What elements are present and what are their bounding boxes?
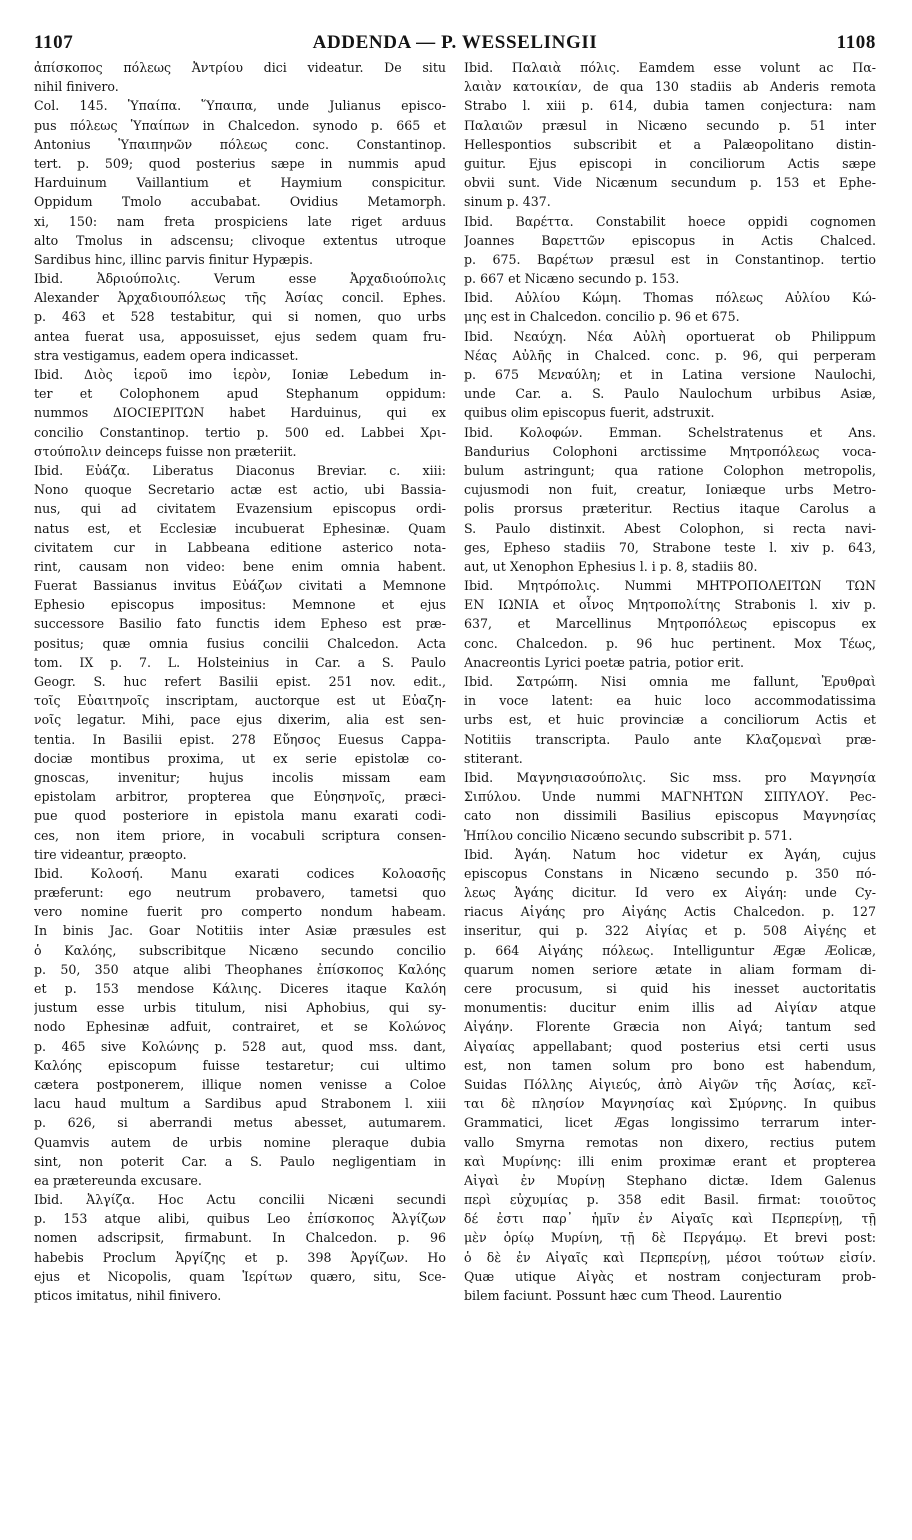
text-line: pue quod posteriore in epistola manu exarati codi- <box>34 808 446 824</box>
text-line: ea prætereunda excusare. <box>34 1172 202 1188</box>
text-line: stiterant. <box>464 750 523 766</box>
text-line: Αἰγαίας appellabant; quod posterius etsi certi usus <box>464 1038 876 1054</box>
text-line: καὶ Μυρίνης: illi enim proximæ erant et propterea <box>464 1153 876 1169</box>
running-header <box>34 32 876 54</box>
text-line: Joannes Βαρεττῶν episcopus in Actis Chalced. <box>464 232 876 248</box>
text-line: Sardibus hinc, illinc parvis finitur Hypæpis. <box>34 251 313 267</box>
text-line: cujusmodi non fuit, creatur, Ioniæque urbs Metro- <box>464 482 876 498</box>
text-line: Geogr. S. huc refert Basilii epist. 251 nov. edit., <box>34 674 446 689</box>
text-line: Αἰγαὶ ἐν Μυρίνῃ Stephano dictæ. Idem Galenus <box>464 1172 876 1188</box>
text-line: Strabo l. xiii p. 614, dubia tamen conjectura: nam <box>464 98 876 114</box>
text-line: Col. 145. Ὑπαίπα. Ὕπαιπα, unde Julianus episco- <box>34 98 446 114</box>
text-line: p. 463 et 528 testabitur, qui si nomen, quo urbs <box>34 309 446 325</box>
text-line: nomen adscripsit, firmabunt. In Chalcedon. p. 96 <box>34 1230 446 1246</box>
text-line: tert. p. 509; quod posterius sæpe in nummis apud <box>34 155 446 171</box>
text-line: quarum nomen seriore ætate in aliam formam di- <box>464 961 876 977</box>
text-line: nodo Ephesinæ adfuit, contrairet, et se Κολώνος <box>34 1019 446 1035</box>
text-line: polis prorsus præteritur. Rectius itaque Carolus a <box>464 501 876 517</box>
text-line: Quamvis autem de urbis nomine pleraque dubia <box>34 1134 446 1150</box>
text-line: μης est in Chalcedon. concilio p. 96 et 675. <box>464 309 740 325</box>
text-line: in voce latent: ea huic loco accommodatissima <box>464 693 876 709</box>
text-line: lacu haud multum a Sardibus apud Strabonem l. xiii <box>34 1096 446 1112</box>
text-line: Ibid. Παλαιὰ πόλις. Eamdem esse volunt ac Πα- <box>464 60 876 75</box>
text-line: τοῖς Εὐαιτηνοῖς inscriptam, auctorque est ut Εὐαζη- <box>34 693 446 709</box>
text-line: nihil finivero. <box>34 79 119 95</box>
text-line: episcopus Constans in Nicæno secundo p. 350 πό- <box>464 865 876 881</box>
text-line: Παλαιῶν præsul in Nicæno secundo p. 51 inter <box>464 117 876 133</box>
text-line: In binis Jac. Goar Notitiis inter Asiæ præsules est <box>34 923 446 939</box>
text-line: rint, causam non video: bene enim omnia habent. <box>34 558 446 574</box>
text-line: civitatem cur in Labbeana editione asterico nota- <box>34 539 446 555</box>
text-line: Καλόης episcopum fuisse testaretur; cui ultimo <box>34 1057 446 1073</box>
text-line: guitur. Ejus episcopi in conciliorum Actis sæpe <box>464 155 876 171</box>
text-line: ΕΝ ΙΩΝΙΑ et οἶνος Μητροπολίτης Strabonis l. xiv p. <box>464 597 876 613</box>
text-line: pticos imitatus, nihil finivero. <box>34 1288 222 1303</box>
text-line: S. Paulo distinxit. Abest Colophon, si recta navi- <box>464 520 876 536</box>
text-line: Alexander Ἀρχαδιουπόλεως τῆς Ἀσίας concil. Ephes. <box>34 290 446 306</box>
text-line: Ibid. Βαρέττα. Constabilit hoece oppidi cognomen <box>464 213 876 229</box>
text-line: Suidas Πόλλης Αἰγιεύς, ἀπὸ Αἰγῶν τῆς Ἀσίας, κεῖ- <box>464 1076 876 1092</box>
text-line: p. 626, si aberrandi metus abesset, autumarem. <box>34 1115 446 1131</box>
text-line: nummos ΔΙΟCΙΕΡΙΤΩΝ habet Harduinus, qui ex <box>34 405 446 421</box>
text-line: conc. Chalcedon. p. 96 huc pertinent. Mox Τέως, <box>464 635 876 651</box>
text-columns <box>34 58 876 1305</box>
text-line: Anacreontis Lyrici poetæ patria, potior erit. <box>464 654 744 670</box>
text-line: xi, 150: nam freta prospiciens late riget arduus <box>34 213 446 229</box>
text-line: Oppidum Tmolo accubabat. Ovidius Metamorph. <box>34 194 446 210</box>
text-line: λαιὰν κατοικίαν, de qua 130 stadiis ab Anderis remota <box>464 79 876 95</box>
text-line: inseritur, qui p. 322 Αἰγίας et p. 508 Αἰγέης et <box>464 923 876 939</box>
text-line: habebis Proclum Ἀργίζης et p. 398 Ἀργίζων. Ho <box>34 1249 446 1265</box>
text-line: λεως Ἀγάης dicitur. Id vero ex Αἰγάη: unde Cy- <box>464 885 876 901</box>
text-line: περὶ εὐχυμίας p. 358 edit Basil. firmat: τοιοῦτος <box>464 1192 876 1208</box>
text-line: Ibid. Αὐλίου Κώμη. Thomas πόλεως Αὐλίου Κώ- <box>464 290 876 306</box>
text-line: p. 465 sive Κολώνης p. 528 aut, quod mss. dant, <box>34 1038 446 1054</box>
text-line: præferunt: ego neutrum probavero, tametsi quo <box>34 885 446 901</box>
text-line: tentia. In Basilii epist. 278 Εὔησος Euesus Cappa- <box>34 731 446 747</box>
text-line: nus, qui ad civitatem Evazensium episcopus ordi- <box>34 501 446 517</box>
text-line: Antonius Ὑπαιπηνῶν πόλεως conc. Constantinop. <box>34 136 446 152</box>
text-line: vero nomine fuerit pro comperto nondum habeam. <box>34 904 446 920</box>
text-line: vallo Smyrna remotas non dixero, rectius putem <box>464 1134 876 1150</box>
text-line: δέ ἐστι παρ᾽ ἡμῖν ἐν Αἰγαῖς καὶ Περπερίνῃ, τῇ <box>464 1211 876 1227</box>
text-line: stra vestigamus, eadem opera indicasset. <box>34 347 299 363</box>
text-line: ὁ Καλόης, subscribitque Nicæno secundo concilio <box>34 942 446 958</box>
text-line: gnoscas, invenitur; hujus incolis missam eam <box>34 769 446 785</box>
text-line: bilem faciunt. Possunt hæc cum Theod. Laurentio <box>464 1288 782 1303</box>
text-line: cætera postponerem, illique nomen venisse a Coloe <box>34 1076 446 1092</box>
text-line: Ibid. Κολοσή. Manu exarati codices Κολοασῆς <box>34 865 446 881</box>
text-line: Αἰγάην. Florente Græcia non Αἰγά; tantum sed <box>464 1019 876 1035</box>
running-title: ADDENDA — P. WESSELINGII <box>312 32 598 53</box>
text-line: tire videantur, præopto. <box>34 846 187 862</box>
text-line: p. 675. Βαρέτων præsul est in Constantinop. tertio <box>464 251 876 267</box>
text-line: Ibid. Νεαύχη. Νέα Αὐλὴ oportuerat ob Philippum <box>464 328 876 344</box>
text-line: ces, non item priore, in vocabuli scriptura consen- <box>34 827 446 843</box>
text-line: p. 667 et Nicæno secundo p. 153. <box>464 271 680 287</box>
text-line: ejus et Nicopolis, quam Ἱερίτων quæro, situ, Sce- <box>34 1268 446 1284</box>
text-line: urbs est, et huic provinciæ a conciliorum Actis et <box>464 712 876 728</box>
text-line: 637, et Marcellinus Μητροπόλεως episcopus ex <box>464 616 876 632</box>
text-line: Nono quoque Secretario actæ est actio, ubi Bassia- <box>34 482 446 498</box>
text-line: Ἡπίλου concilio Nicæno secundo subscribit p. 571. <box>464 827 793 843</box>
text-line: sinum p. 437. <box>464 194 551 210</box>
text-line: concilio Constantinop. tertio p. 500 ed. Labbei Χρι- <box>34 424 446 440</box>
text-line: μὲν ὁρίῳ Μυρίνη, τῇ δὲ Περγάμῳ. Et brevi post: <box>464 1230 876 1246</box>
text-line: successore Basilio fato functis idem Epheso est præ- <box>34 616 446 632</box>
text-line: obvii sunt. Vide Nicænum secundum p. 153 et Ephe- <box>464 175 876 191</box>
text-line: justum esse urbis titulum, nisi Aphobius, qui sy- <box>34 1000 446 1016</box>
text-line: στούπολιν deinceps fuisse non præteriit. <box>34 443 297 459</box>
text-line: Ibid. Κολοφών. Emman. Schelstratenus et Ans. <box>464 424 876 440</box>
text-line: et p. 153 mendose Κάλιης. Diceres itaque Καλόη <box>34 981 446 996</box>
text-line: Σιπύλου. Unde nummi ΜΑΓΝΗΤΩΝ ΣΙΠΥΛΟΥ. Pec- <box>464 789 876 805</box>
text-line: Harduinum Vaillantium et Haymium conspicitur. <box>34 175 446 191</box>
text-line: Ibid. Ἀγάη. Natum hoc videtur ex Ἀγάη, cujus <box>464 846 876 862</box>
text-line: ἀπίσκοπος πόλεως Ἀντρίου dici videatur. De situ <box>34 60 446 75</box>
text-line: Grammatici, licet Ægas longissimo terrarum inter- <box>464 1115 876 1131</box>
text-line: epistolam arbitror, propterea que Εὐησηνοῖς, præci- <box>34 789 446 805</box>
text-line: riacus Αἰγάης pro Αἰγάης Actis Chalcedon. p. 127 <box>464 904 876 920</box>
text-line: p. 153 atque alibi, quibus Leo ἐπίσκοπος Ἀλγίζων <box>34 1211 446 1227</box>
text-line: tom. IX p. 7. L. Holsteinius in Car. a S. Paulo <box>34 654 446 670</box>
text-line: dociæ montibus proxima, ut ex serie epistolæ co- <box>34 750 446 766</box>
text-line: monumentis: ducitur enim illis ad Αἰγίαν atque <box>464 1000 876 1016</box>
right-page-number: 1108 <box>836 32 876 53</box>
text-line: p. 675 Μεναύλη; et in Latina versione Naulochi, <box>464 367 876 382</box>
text-line: Notitiis transcripta. Paulo ante Κλαζομεναὶ præ- <box>464 731 876 747</box>
text-line: Ibid. Μητρόπολις. Nummi ΜΗΤΡΟΠΟΛΕΙΤΩΝ ΤΩΝ <box>464 578 876 594</box>
left-column <box>34 58 446 1305</box>
text-line: antea fuerat usa, apposuisset, ejus sedem quam fru- <box>34 328 446 344</box>
text-line: ges, Epheso stadiis 70, Strabone teste l. xiv p. 643, <box>464 539 876 555</box>
text-line: p. 664 Αἰγάης πόλεως. Intelliguntur Ægæ Æolicæ, <box>464 942 876 958</box>
text-line: Ibid. Ἀλγίζα. Hoc Actu concilii Nicæni secundi <box>34 1192 446 1208</box>
text-line: natus est, et Ecclesiæ incubuerat Ephesinæ. Quam <box>34 520 446 536</box>
text-line: Ibid. Ἀδριούπολις. Verum esse Ἀρχαδιούπολις <box>34 271 446 287</box>
text-line: ter et Colophonem apud Stephanum oppidum: <box>34 386 446 402</box>
text-line: cato non dissimili Basilius episcopus Μαγνησίας <box>464 808 876 824</box>
text-line: Hellespontios subscribit et a Palæopolitano distin- <box>464 136 876 152</box>
text-line: Ibid. Σατρώπη. Nisi omnia me fallunt, Ἐρυθραὶ <box>464 674 876 689</box>
text-line: Ibid. Εὐάζα. Liberatus Diaconus Breviar. c. xiii: <box>34 462 446 478</box>
text-line: Fuerat Bassianus invitus Εὐάζων civitati a Memnone <box>34 578 446 594</box>
text-line: Ibid. Διὸς ἱεροῦ imo ἱερὸν, Ioniæ Lebedum in- <box>34 367 446 382</box>
text-line: aut, ut Xenophon Ephesius l. i p. 8, stadiis 80. <box>464 558 758 574</box>
left-page-number: 1107 <box>34 32 74 53</box>
text-line: Ibid. Μαγνησιασούπολις. Sic mss. pro Μαγνησία <box>464 769 876 785</box>
text-line: cere procusum, si quid his inesset auctoritatis <box>464 981 876 996</box>
text-line: est, non tamen solum pro bono est habendum, <box>464 1057 876 1073</box>
text-line: quibus olim episcopus fuerit, adstruxit. <box>464 405 715 421</box>
text-line: p. 50, 350 atque alibi Theophanes ἐπίσκοπος Καλόης <box>34 961 446 977</box>
text-line: bulum astringunt; qua ratione Colophon metropolis, <box>464 462 876 478</box>
right-column <box>464 58 876 1305</box>
text-line: Ephesio episcopus impositus: Memnone et ejus <box>34 597 446 613</box>
text-line: sint, non poterit Car. a S. Paulo negligentiam in <box>34 1153 446 1169</box>
text-line: positus; quæ omnia fusius concilii Chalcedon. Acta <box>34 635 446 651</box>
text-line: Bandurius Colophoni arctissime Μητροπόλεως voca- <box>464 443 876 459</box>
text-line: ὁ δὲ ἐν Αἰγαῖς καὶ Περπερίνῃ, μέσοι τούτων εἰσίν. <box>464 1249 876 1265</box>
text-line: unde Car. a. S. Paulo Naulochum urbibus Asiæ, <box>464 386 876 402</box>
text-line: ται δὲ πλησίον Μαγνησίας καὶ Σμύρνης. In quibus <box>464 1096 876 1112</box>
text-line: Quæ utique Αἰγὰς et nostram conjecturam prob- <box>464 1268 876 1284</box>
text-line: alto Tmolus in adscensu; clivoque extentus utroque <box>34 232 446 248</box>
text-line: νοῖς legatur. Mihi, pace ejus dixerim, alia est sen- <box>34 712 446 728</box>
text-line: pus πόλεως Ὑπαίπων in Chalcedon. synodo p. 665 et <box>34 117 446 133</box>
text-line: Νέας Αὐλῆς in Chalced. conc. p. 96, qui perperam <box>464 347 876 363</box>
